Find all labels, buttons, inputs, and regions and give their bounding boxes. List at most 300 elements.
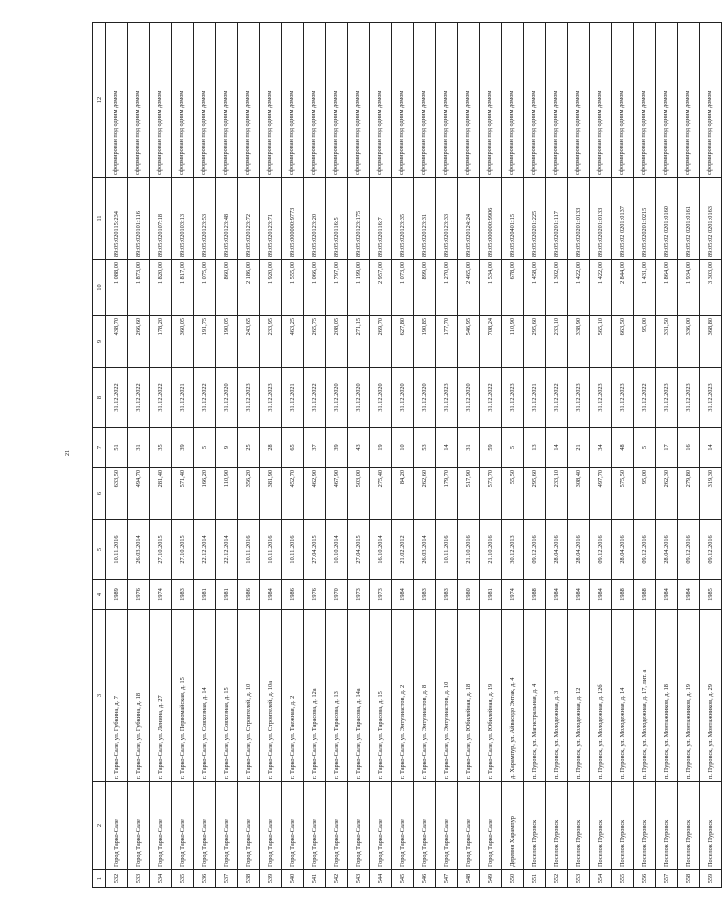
table-cell: 31.12.2022 [106, 368, 128, 428]
table-cell: сформирован под одним домом [634, 23, 656, 178]
table-cell: Поселок Пуровск [634, 782, 656, 870]
table-cell: 360,05 [172, 316, 194, 368]
table-cell: 53 [414, 428, 436, 468]
table-cell: 262,60 [414, 468, 436, 520]
table-cell: п. Пуровск, ул. Монтажников, д. 18 [656, 610, 678, 782]
table-cell: 89:05:000000:9773 [282, 178, 304, 260]
table-cell: 1983 [172, 580, 194, 610]
table-row [436, 23, 458, 888]
table-cell: 295,60 [524, 316, 546, 368]
table-cell: Город Тарко-Сале [216, 782, 238, 870]
table-cell: 1986 [238, 580, 260, 610]
table-cell: 1984 [260, 580, 282, 610]
table-cell: Город Тарко-Сале [304, 782, 326, 870]
table-cell: 708,24 [480, 316, 502, 368]
table-cell: 13 [524, 428, 546, 468]
table-cell: 190,05 [216, 316, 238, 368]
table-cell: 39 [172, 428, 194, 468]
table-cell: 1 302,00 [546, 260, 568, 316]
table-cell: 1 534,00 [480, 260, 502, 316]
table-cell: 269,70 [370, 316, 392, 368]
table-row [326, 23, 348, 888]
table-cell: д. Харампур, ул. Айваседо Энтак, д. 4 [502, 610, 524, 782]
table-cell: 1 270,00 [436, 260, 458, 316]
table-cell: 10.10.2014 [326, 520, 348, 580]
table-cell: 565,10 [590, 316, 612, 368]
column-number-header: 4 [93, 580, 106, 610]
table-cell: Поселок Пуровск [700, 782, 722, 870]
table-cell: 89:05:020201:0133 [568, 178, 590, 260]
table-cell: сформирован под одним домом [216, 23, 238, 178]
housing-registry-table [92, 22, 722, 888]
table-cell: сформирован под одним домом [414, 23, 436, 178]
table-cell: 266,60 [128, 316, 150, 368]
table-cell: 10.11.2016 [260, 520, 282, 580]
table-cell: 663,50 [612, 316, 634, 368]
table-cell: 331,50 [656, 316, 678, 368]
table-cell: 28.04.2016 [656, 520, 678, 580]
table-row [216, 23, 238, 888]
table-cell: 633,50 [106, 468, 128, 520]
table-cell: 1984 [590, 580, 612, 610]
table-cell: 35 [150, 428, 172, 468]
table-cell: Поселок Пуровск [678, 782, 700, 870]
table-cell: 462,90 [304, 468, 326, 520]
table-cell: 43 [348, 428, 370, 468]
table-cell: сформирован под одним домом [700, 23, 722, 178]
table-cell: 1 797,00 [326, 260, 348, 316]
table-cell: 191,75 [194, 316, 216, 368]
table-cell: 26.03.2014 [128, 520, 150, 580]
table-cell: 559 [700, 870, 722, 888]
table-cell: 2 465,00 [458, 260, 480, 316]
table-cell: Город Тарко-Сале [458, 782, 480, 870]
table-cell: 27.10.2015 [172, 520, 194, 580]
table-cell: сформирован под одним домом [128, 23, 150, 178]
table-cell: 279,80 [678, 468, 700, 520]
table-cell: 541 [304, 870, 326, 888]
column-number-header: 1 [93, 870, 106, 888]
table-cell: 31.12.2020 [414, 368, 436, 428]
table-cell: Город Тарко-Сале [370, 782, 392, 870]
table-cell: 31.12.2022 [480, 368, 502, 428]
table-row [612, 23, 634, 888]
table-cell: Поселок Пуровск [568, 782, 590, 870]
table-cell: Город Тарко-Сале [436, 782, 458, 870]
column-number-header: 3 [93, 610, 106, 782]
table-cell: 84,20 [392, 468, 414, 520]
table-cell: 546 [414, 870, 436, 888]
table-cell: 89:05:020201:225 [524, 178, 546, 260]
table-cell: 89:05:020123:35 [392, 178, 414, 260]
table-cell: 1 458,00 [524, 260, 546, 316]
table-cell: п. Пуровск, ул. Молодежная, д. 17, лит. а [634, 610, 656, 782]
table-cell: 534 [150, 870, 172, 888]
table-row [150, 23, 172, 888]
table-cell: г. Тарко-Сале, ул. Совхозная, д. 15 [216, 610, 238, 782]
table-cell: г. Тарко-Сале, ул. Юбилейная, д. 19 [480, 610, 502, 782]
table-cell: сформирован под одним домом [590, 23, 612, 178]
table-row [458, 23, 480, 888]
table-cell: 179,70 [436, 468, 458, 520]
table-cell: Город Тарко-Сале [150, 782, 172, 870]
table-cell: 89:05:020201:117 [546, 178, 568, 260]
table-cell: 14 [546, 428, 568, 468]
table-cell: 1 873,00 [128, 260, 150, 316]
table-cell: сформирован под одним домом [106, 23, 128, 178]
table-cell: 31.12.2020 [326, 368, 348, 428]
table-cell: 542 [326, 870, 348, 888]
table-cell: 31.12.2022 [546, 368, 568, 428]
table-cell: 34 [590, 428, 612, 468]
table-cell: 1 820,00 [150, 260, 172, 316]
table-cell: Город Тарко-Сале [392, 782, 414, 870]
table-cell: сформирован под одним домом [502, 23, 524, 178]
table-cell: сформирован под одним домом [304, 23, 326, 178]
table-cell: 09.12.2016 [678, 520, 700, 580]
table-cell: 1 066,00 [304, 260, 326, 316]
table-cell: 1988 [634, 580, 656, 610]
table-cell: 9 [216, 428, 238, 468]
table-cell: Город Тарко-Сале [260, 782, 282, 870]
table-cell: 21.10.2016 [458, 520, 480, 580]
table-cell: 190,85 [414, 316, 436, 368]
table-cell: 31.12.2020 [392, 368, 414, 428]
table-cell: Город Тарко-Сале [128, 782, 150, 870]
table-cell: 28 [260, 428, 282, 468]
table-cell: 1976 [128, 580, 150, 610]
table-cell: 31.12.2022 [634, 368, 656, 428]
table-cell: 1986 [282, 580, 304, 610]
table-cell: 89:05:020116:5 [326, 178, 348, 260]
table-cell: 3 303,00 [700, 260, 722, 316]
table-row [348, 23, 370, 888]
table-cell: 09.12.2016 [634, 520, 656, 580]
table-cell: 31.12.2021 [524, 368, 546, 428]
table-cell: 233,95 [260, 316, 282, 368]
table-cell: Город Тарко-Сале [326, 782, 348, 870]
table-cell: 31.12.2023 [656, 368, 678, 428]
table-cell: г. Тарко-Сале, ул. Ленина, д. 27 [150, 610, 172, 782]
table-cell: Поселок Пуровск [612, 782, 634, 870]
table-sheet [92, 23, 714, 888]
table-cell: Город Тарко-Сале [172, 782, 194, 870]
table-cell: 27.04.2015 [304, 520, 326, 580]
table-cell: 14 [436, 428, 458, 468]
table-cell: 575,50 [612, 468, 634, 520]
table-cell: 551 [524, 870, 546, 888]
table-cell: 28.04.2016 [612, 520, 634, 580]
table-cell: 536 [194, 870, 216, 888]
table-cell: Поселок Пуровск [590, 782, 612, 870]
table-cell: 178,20 [150, 316, 172, 368]
table-cell: 1980 [458, 580, 480, 610]
table-cell: 233,10 [546, 468, 568, 520]
table-cell: 31.12.2023 [612, 368, 634, 428]
table-cell: 27.10.2015 [150, 520, 172, 580]
table-cell: сформирован под одним домом [656, 23, 678, 178]
table-cell: г. Тарко-Сале, ул. Губкина, д. 18 [128, 610, 150, 782]
column-number-header: 11 [93, 178, 106, 260]
table-cell: 1 073,00 [392, 260, 414, 316]
table-cell: сформирован под одним домом [546, 23, 568, 178]
table-cell: сформирован под одним домом [260, 23, 282, 178]
table-cell: г. Тарко-Сале, ул. Энтузиастов, д. 10 [436, 610, 458, 782]
table-row [392, 23, 414, 888]
table-cell: 09.12.2016 [524, 520, 546, 580]
table-cell: 271,15 [348, 316, 370, 368]
table-cell: 22.12.2014 [194, 520, 216, 580]
table-cell: Город Тарко-Сале [414, 782, 436, 870]
table-cell: 544 [370, 870, 392, 888]
column-number-header: 12 [93, 23, 106, 178]
table-cell: 89:05:020123:71 [260, 178, 282, 260]
table-cell: 89:05:020201:0133 [590, 178, 612, 260]
table-cell: г. Тарко-Сале, ул. Строителей, д. 10 [238, 610, 260, 782]
table-cell: г. Тарко-Сале, ул. Таежная, д. 2 [282, 610, 304, 782]
rotated-table-area [92, 23, 714, 888]
table-cell: сформирован под одним домом [612, 23, 634, 178]
table-cell: 548 [458, 870, 480, 888]
table-cell: 89:05:020123:72 [238, 178, 260, 260]
table-cell: 497,70 [590, 468, 612, 520]
table-cell: 17 [656, 428, 678, 468]
table-cell: 89:05:020116:7 [370, 178, 392, 260]
table-cell: 89:05:020124:24 [458, 178, 480, 260]
table-cell: 1 934,00 [678, 260, 700, 316]
table-cell: 89:05:020123:53 [194, 178, 216, 260]
table-cell: сформирован под одним домом [436, 23, 458, 178]
table-cell: 95,00 [634, 316, 656, 368]
table-cell: 26.03.2014 [414, 520, 436, 580]
table-cell: 1 431,00 [634, 260, 656, 316]
table-cell: 1983 [436, 580, 458, 610]
table-cell: 25 [238, 428, 260, 468]
table-cell: 09.12.2016 [700, 520, 722, 580]
table-cell: 549 [480, 870, 502, 888]
table-cell: 31.12.2023 [568, 368, 590, 428]
table-cell: 319,30 [700, 468, 722, 520]
table-cell: 1984 [546, 580, 568, 610]
table-cell: 1974 [502, 580, 524, 610]
table-cell: Город Тарко-Сале [348, 782, 370, 870]
table-row [304, 23, 326, 888]
table-cell: сформирован под одним домом [480, 23, 502, 178]
table-cell: 1 920,00 [260, 260, 282, 316]
table-cell: 89:05:020123:175 [348, 178, 370, 260]
table-cell: Город Тарко-Сале [480, 782, 502, 870]
table-cell: п. Пуровск, ул. Монтажников, д. 29 [700, 610, 722, 782]
table-cell: 5 [502, 428, 524, 468]
table-cell: 21.10.2016 [480, 520, 502, 580]
table-cell: 31.12.2020 [348, 368, 370, 428]
table-cell: сформирован под одним домом [568, 23, 590, 178]
table-cell: 1 199,00 [348, 260, 370, 316]
table-cell: 89:05:020123:48 [216, 178, 238, 260]
table-cell: 1984 [656, 580, 678, 610]
column-number-header: 7 [93, 428, 106, 468]
table-cell: п. Пуровск, ул. Молодежная, д. 3 [546, 610, 568, 782]
table-cell: г. Тарко-Сале, ул. Энтузиастов, д. 2 [392, 610, 414, 782]
table-cell: 2 844,00 [612, 260, 634, 316]
table-cell: п. Пуровск, ул. Магистральная, д. 4 [524, 610, 546, 782]
table-cell: 899,00 [414, 260, 436, 316]
table-cell: Город Тарко-Сале [238, 782, 260, 870]
table-row [106, 23, 128, 888]
table-cell: 463,25 [282, 316, 304, 368]
table-row [128, 23, 150, 888]
table-cell: Деревня Харампур [502, 782, 524, 870]
table-cell: 31.12.2023 [260, 368, 282, 428]
table-cell: 31.12.2023 [436, 368, 458, 428]
table-cell: 262,30 [656, 468, 678, 520]
table-cell: г. Тарко-Сале, ул. Совхозная, д. 14 [194, 610, 216, 782]
table-cell: п. Пуровск, ул. Молодежная, д. 12б [590, 610, 612, 782]
table-cell: п. Пуровск, ул. Молодежная, д. 14 [612, 610, 634, 782]
table-cell: 1989 [106, 580, 128, 610]
table-cell: 31.12.2023 [502, 368, 524, 428]
table-cell: 1 088,00 [106, 260, 128, 316]
table-cell: сформирован под одним домом [392, 23, 414, 178]
table-cell: г. Тарко-Сале, ул. Тарасова, д. 12а [304, 610, 326, 782]
table-row [634, 23, 656, 888]
table-cell: 1981 [480, 580, 502, 610]
table-cell: сформирован под одним домом [150, 23, 172, 178]
column-number-header: 5 [93, 520, 106, 580]
column-number-header: 6 [93, 468, 106, 520]
table-cell: 31.12.2020 [216, 368, 238, 428]
column-number-header: 10 [93, 260, 106, 316]
table-cell: 1981 [194, 580, 216, 610]
table-cell: 208,05 [326, 316, 348, 368]
table-cell: 28.04.2016 [568, 520, 590, 580]
table-row [590, 23, 612, 888]
table-cell: г. Тарко-Сале, ул. Тарасова, д. 14а [348, 610, 370, 782]
table-cell: 1973 [348, 580, 370, 610]
table-cell: 30.12.2013 [502, 520, 524, 580]
table-cell: 89:05:020123:31 [414, 178, 436, 260]
table-row [678, 23, 700, 888]
table-cell: 546,95 [458, 316, 480, 368]
table-cell: 573,70 [480, 468, 502, 520]
table-cell: 21 [568, 428, 590, 468]
table-cell: 10.11.2016 [106, 520, 128, 580]
table-cell: 31.12.2020 [458, 368, 480, 428]
table-cell: г. Тарко-Сале, ул. Строителей, д. 10а [260, 610, 282, 782]
table-cell: 494,70 [128, 468, 150, 520]
table-cell: 31.12.2023 [238, 368, 260, 428]
table-cell: Поселок Пуровск [546, 782, 568, 870]
table-cell: 571,40 [172, 468, 194, 520]
table-cell: 37 [304, 428, 326, 468]
table-cell: 31.12.2021 [282, 368, 304, 428]
table-cell: 503,00 [348, 468, 370, 520]
table-cell: 1 075,00 [194, 260, 216, 316]
table-cell: сформирован под одним домом [282, 23, 304, 178]
table-cell: 1973 [370, 580, 392, 610]
table-cell: 1984 [568, 580, 590, 610]
table-header-row [93, 23, 106, 888]
table-cell: 381,90 [260, 468, 282, 520]
table-cell: Город Тарко-Сале [282, 782, 304, 870]
table-cell: 552 [546, 870, 568, 888]
table-cell: 540 [282, 870, 304, 888]
table-cell: 550 [502, 870, 524, 888]
table-cell: 1 864,00 [656, 260, 678, 316]
table-cell: 89:05:000000:9906 [480, 178, 502, 260]
table-cell: 2 186,00 [238, 260, 260, 316]
table-cell: 31.12.2023 [590, 368, 612, 428]
table-cell: 1985 [700, 580, 722, 610]
table-cell: 1 422,00 [568, 260, 590, 316]
table-row [524, 23, 546, 888]
table-cell: 627,80 [392, 316, 414, 368]
table-cell: г. Тарко-Сале, ул. Юбилейная, д. 18 [458, 610, 480, 782]
table-cell: 16.10.2014 [370, 520, 392, 580]
table-cell: 545 [392, 870, 414, 888]
table-row [238, 23, 260, 888]
table-cell: 51 [106, 428, 128, 468]
table-cell: 14 [700, 428, 722, 468]
table-cell: 10.11.2016 [282, 520, 304, 580]
table-cell: 89:05:020201:0215 [634, 178, 656, 260]
table-cell: г. Тарко-Сале, ул. Энтузиастов, д. 8 [414, 610, 436, 782]
table-cell: 1970 [326, 580, 348, 610]
table-cell: 356,20 [238, 468, 260, 520]
table-cell: 265,75 [304, 316, 326, 368]
table-cell: 166,20 [194, 468, 216, 520]
table-cell: сформирован под одним домом [524, 23, 546, 178]
table-cell: 308,40 [568, 468, 590, 520]
table-cell: 467,90 [326, 468, 348, 520]
table-cell: 543 [348, 870, 370, 888]
table-cell: 21.02.2012 [392, 520, 414, 580]
table-cell: 1988 [612, 580, 634, 610]
table-cell: 31.12.2023 [678, 368, 700, 428]
table-row [260, 23, 282, 888]
table-cell: 65 [282, 428, 304, 468]
table-cell: 31.12.2023 [700, 368, 722, 428]
table-row [414, 23, 436, 888]
table-cell: 10.11.2016 [436, 520, 458, 580]
table-cell: 31.12.2022 [128, 368, 150, 428]
table-cell: сформирован под одним домом [348, 23, 370, 178]
table-cell: 55,50 [502, 468, 524, 520]
table-cell: 89:05:02 0201:0161 [678, 178, 700, 260]
table-cell: 1 817,00 [172, 260, 194, 316]
table-cell: Город Тарко-Сале [106, 782, 128, 870]
table-cell: 31.12.2022 [194, 368, 216, 428]
table-cell: 09.12.2016 [590, 520, 612, 580]
table-cell: Поселок Пуровск [656, 782, 678, 870]
table-cell: 1984 [678, 580, 700, 610]
table-cell: Поселок Пуровск [524, 782, 546, 870]
table-row [194, 23, 216, 888]
table-row [502, 23, 524, 888]
table-cell: 39 [326, 428, 348, 468]
table-cell: 547 [436, 870, 458, 888]
table-cell: сформирован под одним домом [172, 23, 194, 178]
table-cell: 89:05:02 0201:0137 [612, 178, 634, 260]
table-cell: 558 [678, 870, 700, 888]
table-cell: 1984 [392, 580, 414, 610]
page-number: 21 [65, 450, 71, 456]
table-cell: 336,00 [678, 316, 700, 368]
table-cell: сформирован под одним домом [326, 23, 348, 178]
table-cell: сформирован под одним домом [194, 23, 216, 178]
table-cell: 1983 [414, 580, 436, 610]
table-row [656, 23, 678, 888]
